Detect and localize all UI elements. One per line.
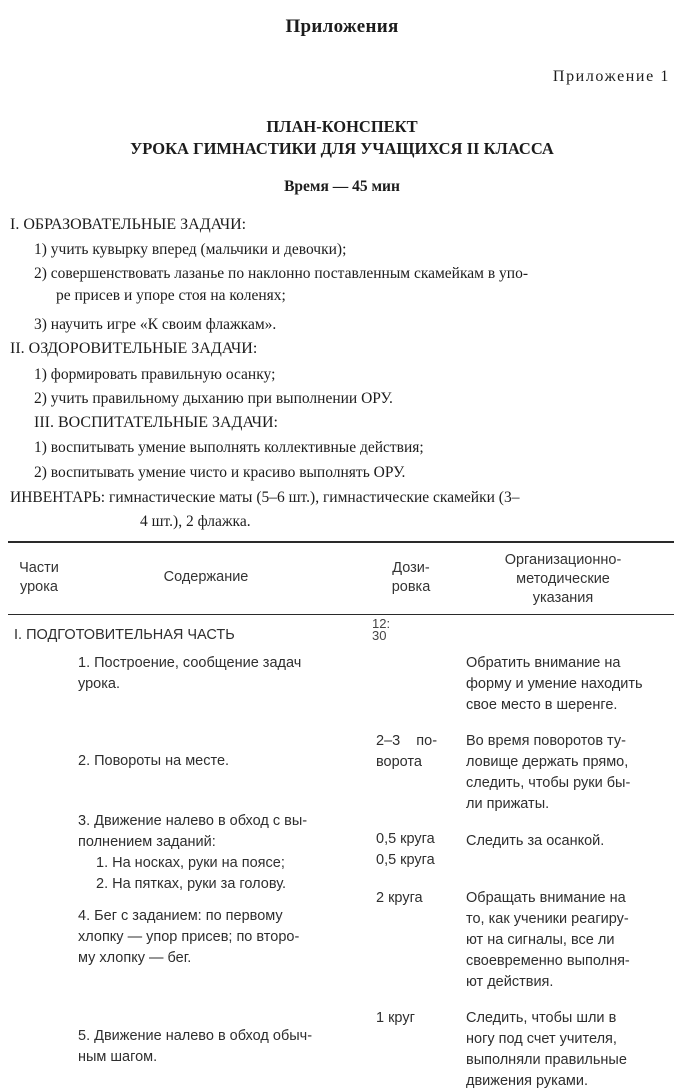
- row3-dosage: 0,5 круга 0,5 круга: [376, 831, 435, 868]
- header-parts: Части урока: [19, 560, 59, 595]
- appendix-label: Приложение 1: [552, 68, 670, 85]
- table-header-rule: [8, 614, 674, 615]
- section-row-label: I. ПОДГОТОВИТЕЛЬНАЯ ЧАСТЬ: [14, 627, 235, 643]
- upbringing-item-1: 1) воспитывать умение выполнять коллективные действия;: [34, 439, 424, 456]
- section-health-title: II. ОЗДОРОВИТЕЛЬНЫЕ ЗАДАЧИ:: [10, 340, 258, 357]
- row5-dosage: 1 круг: [376, 1010, 415, 1026]
- inventory-text: гимнастические маты (5–6 шт.), гимнастические скамейки (3–: [108, 489, 520, 506]
- table-top-rule: [8, 541, 674, 543]
- row3-content: 3. Движение налево в обход с вы- полнением заданий: 1. На носках, руки на поясе; 2. На пятках, руки за голову.: [78, 813, 308, 892]
- health-item-2: 2) учить правильному дыханию при выполнении ОРУ.: [34, 390, 393, 407]
- upbringing-item-2: 2) воспитывать умение чисто и красиво выполнять ОРУ.: [34, 464, 406, 481]
- row2-guidance: Во время поворотов ту- ловище держать прямо, следить, чтобы руки бы- ли прижаты.: [466, 733, 631, 812]
- header-dosage: Дози- ровка: [391, 560, 431, 595]
- plan-heading-line1: ПЛАН-КОНСПЕКТ: [266, 117, 418, 136]
- educational-item-2-cont: ре присев и упоре стоя на коленях;: [56, 287, 286, 304]
- row2-content: 2. Повороты на месте.: [78, 753, 230, 769]
- lesson-time: Время — 45 мин: [284, 178, 400, 195]
- page-title: Приложения: [285, 16, 399, 37]
- health-item-1: 1) формировать правильную осанку;: [34, 366, 276, 383]
- row5-guidance: Следить, чтобы шли в ногу под счет учителя, выполняли правильные движения руками.: [466, 1010, 627, 1089]
- row3-guidance: Следить за осанкой.: [466, 833, 605, 849]
- plan-heading-line2: УРОКА ГИМНАСТИКИ ДЛЯ УЧАЩИХСЯ II КЛАССА: [130, 139, 554, 158]
- educational-item-1: 1) учить кувырку вперед (мальчики и девочки);: [34, 241, 347, 258]
- header-content: Содержание: [163, 569, 249, 585]
- inventory-label: ИНВЕНТАРЬ:: [10, 489, 106, 506]
- educational-item-2: 2) совершенствовать лазанье по наклонно поставленным скамейкам в упо-: [34, 265, 528, 282]
- row1-content: 1. Построение, сообщение задач урока.: [78, 655, 302, 692]
- inventory-line2: 4 шт.), 2 флажка.: [140, 513, 251, 530]
- row2-dosage: 2–3 по- ворота: [376, 733, 438, 770]
- row4-content: 4. Бег с заданием: по первому хлопку — упор присев; по второ- му хлопку — бег.: [78, 908, 300, 966]
- row1-guidance: Обратить внимание на форму и умение находить свое место в шеренге.: [466, 655, 643, 713]
- inventory-line1: [10, 489, 519, 507]
- section-upbringing-title: III. ВОСПИТАТЕЛЬНЫЕ ЗАДАЧИ:: [34, 414, 278, 431]
- header-guidance: Организационно- методические указания: [504, 552, 622, 606]
- section-educational-title: I. ОБРАЗОВАТЕЛЬНЫЕ ЗАДАЧИ:: [10, 216, 247, 233]
- section-row-dosage: 12: 30: [372, 616, 391, 643]
- educational-item-3: 3) научить игре «К своим флажкам».: [34, 316, 277, 333]
- row5-content: 5. Движение налево в обход обыч- ным шагом.: [78, 1028, 313, 1065]
- row4-dosage: 2 круга: [376, 890, 423, 906]
- row4-guidance: Обращать внимание на то, как ученики реагиру- ют на сигналы, все ли своевременно выполня- ют действия.: [466, 890, 630, 990]
